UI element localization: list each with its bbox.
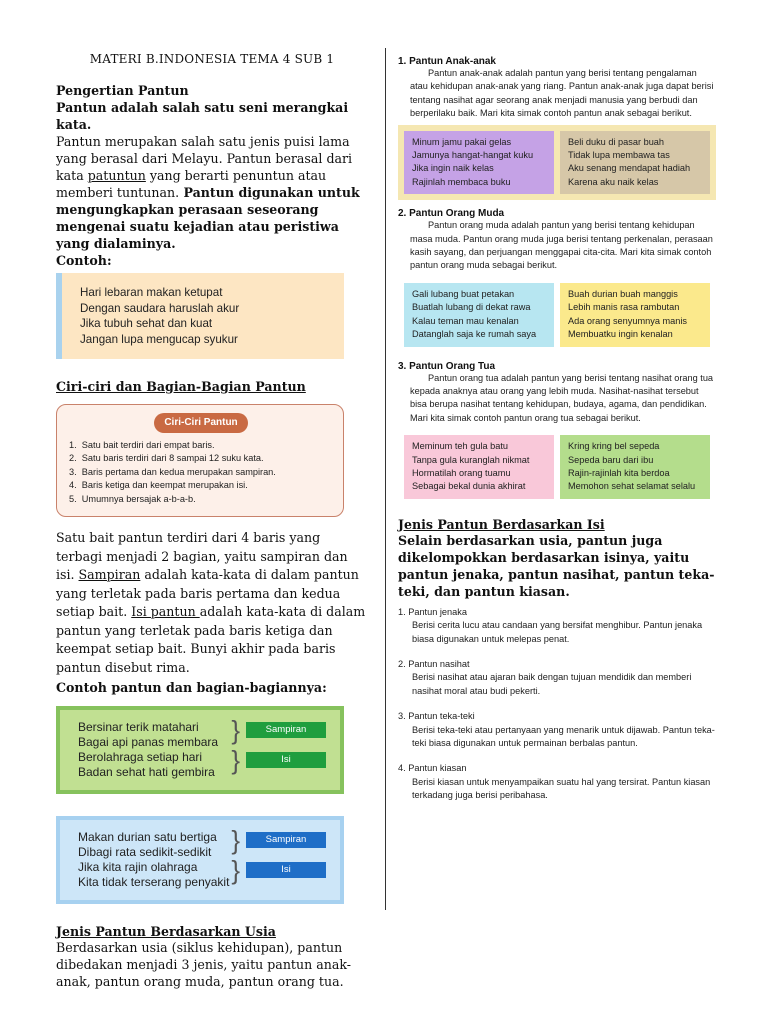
s1-poems bbox=[398, 125, 716, 201]
s1-text: Pantun anak-anak adalah pantun yang berisi tentang pengalaman atau kehidupan anak-anak yang riang. Pantun anak-anak juga dapat berisi tentang nasihat agar seorang anak menjadi manusia yang berbudi dan berperilaku baik. Mari kita simak contoh pantun anak sebagai berikut. bbox=[410, 68, 714, 119]
poem-card: Beli duku di pasar buah Tidak lupa membawa tas Aku senang mendapat hadiah Karena aku naik kelas bbox=[560, 131, 710, 195]
green-line: Badan sehat hati gembira bbox=[78, 765, 215, 779]
ciri-item: 1. Satu bait terdiri dari empat baris. bbox=[69, 439, 215, 450]
ciri-box bbox=[56, 404, 344, 517]
tag-sampiran: Sampiran bbox=[246, 832, 326, 848]
blue-line: Kita tidak terserang penyakit bbox=[78, 875, 230, 889]
brace-icon: } bbox=[231, 825, 240, 855]
poem-card: Gali lubang buat petakan Buatlah lubang di dekat rawa Kalau teman mau kenalan Datanglah saja ke rumah saya bbox=[404, 283, 554, 347]
s2-heading: 2. Pantun Orang Muda bbox=[398, 208, 505, 220]
pengertian-text-a: Pantun merupakan salah satu jenis puisi lama yang berasal dari Melayu. Pantun berasal dari kata bbox=[56, 134, 353, 183]
contoh-label: Contoh: bbox=[56, 253, 112, 268]
s3-poems bbox=[398, 429, 716, 505]
ciri-item: 2. Satu baris terdiri dari 8 sampai 12 suku kata. bbox=[69, 453, 264, 463]
contoh-line: Jika tubuh sehat dan kuat bbox=[80, 317, 213, 330]
ciri-heading: Ciri-ciri dan Bagian-Bagian Pantun bbox=[56, 379, 306, 394]
contoh-bagian-label: Contoh pantun dan bagian-bagiannya: bbox=[56, 680, 327, 695]
s3-heading: 3. Pantun Orang Tua bbox=[398, 360, 496, 372]
list-item: 1. Pantun jenaka Berisi cerita lucu atau candaan yang bersifat menghibur. Pantun jenaka biasa digunakan untuk melepas penat. bbox=[398, 606, 703, 644]
blue-line: Makan durian satu bertiga bbox=[78, 830, 217, 844]
poem-card: Kring kring bel sepeda Sepeda baru dari ibu Rajin-rajinlah kita berdoa Memohon sehat selamat selalu bbox=[560, 435, 710, 499]
ciri-item: 5. Umumnya bersajak a-b-a-b. bbox=[69, 493, 196, 504]
isi-text: Selain berdasarkan usia, pantun juga dikelompokkan berdasarkan isinya, yaitu pantun jenaka, pantun nasihat, pantun teka-teki, dan pantun kiasan. bbox=[398, 532, 715, 599]
isi-pantun-word: Isi pantun bbox=[131, 604, 200, 619]
isi-heading: Jenis Pantun Berdasarkan Isi bbox=[398, 516, 605, 532]
green-line: Berolahraga setiap hari bbox=[78, 750, 203, 764]
pengertian-heading: Pengertian Pantun bbox=[56, 83, 189, 98]
ciri-item: 3. Baris pertama dan kedua merupakan sampiran. bbox=[69, 466, 276, 477]
contoh-line: Dengan saudara haruslah akur bbox=[80, 301, 240, 315]
sampiran-word: Sampiran bbox=[78, 567, 141, 582]
tag-sampiran: Sampiran bbox=[246, 722, 326, 738]
blue-pantun-box bbox=[56, 816, 344, 904]
contoh-pantun-box bbox=[56, 273, 344, 359]
ciri-item: 4. Baris ketiga dan keempat merupakan isi. bbox=[69, 480, 248, 490]
contoh-line: Jangan lupa mengucap syukur bbox=[80, 332, 238, 346]
ciri-box-title: Ciri-Ciri Pantun bbox=[154, 413, 248, 433]
page-title: MATERI B.INDONESIA TEMA 4 SUB 1 bbox=[89, 52, 335, 66]
column-divider bbox=[385, 48, 386, 910]
list-item: 2. Pantun nasihat Berisi nasihat atau ajaran baik dengan tujuan mendidik dan memberi nasihat moral atau budi pekerti. bbox=[398, 658, 692, 696]
bait-paragraph: Satu bait pantun terdiri dari 4 baris yang terbagi menjadi 2 bagian, yaitu sampiran dan isi. Sampiran adalah kata-kata di dalam pantun yang terletak pada baris pertama dan kedua setiap bait. Isi pantun adalah kata-kata di dalam pantun yang terletak pada baris ketiga dan keempat setiap bait. Bunyi akhir pada baris pantun disebut rima. bbox=[56, 530, 366, 675]
blue-line: Jika kita rajin olahraga bbox=[78, 860, 198, 874]
pengertian-bold-text: Pantun adalah salah satu seni merangkai kata. bbox=[56, 100, 349, 132]
pengertian-paragraph bbox=[56, 133, 368, 252]
left-column bbox=[56, 52, 368, 990]
s1-heading: 1. Pantun Anak-anak bbox=[398, 56, 496, 67]
patuntun-word: patuntun bbox=[87, 168, 146, 183]
s2-poems bbox=[398, 277, 716, 353]
tag-isi: Isi bbox=[246, 862, 326, 878]
s2-text: Pantun orang muda adalah pantun yang berisi tentang kehidupan masa muda. Pantun orang muda juga berisi tentang perkenalan, perasaan kasih sayang, dan perjuangan menggapai cita-cita. Mari kita simak contoh pantun orang muda sebagai berikut. bbox=[410, 220, 713, 271]
pengertian-text-c: Pantun digunakan untuk mengungkapkan perasaan seseorang mengenai suatu kejadian atau peristiwa yang dialaminya. bbox=[56, 185, 360, 251]
poem-card: Minum jamu pakai gelas Jamunya hangat-hangat kuku Jika ingin naik kelas Rajinlah membaca buku bbox=[404, 131, 554, 195]
brace-icon: } bbox=[231, 745, 240, 775]
list-item: 4. Pantun kiasan Berisi kiasan untuk menyampaikan suatu hal yang tersirat. Pantun kiasan terkadang juga berisi peribahasa. bbox=[398, 763, 711, 801]
pengertian-text-b: yang berarti penuntun atau memberi tuntunan. bbox=[56, 168, 327, 200]
brace-icon: } bbox=[231, 715, 240, 745]
right-column bbox=[398, 56, 716, 815]
s3-text: Pantun orang tua adalah pantun yang berisi tentang nasihat orang tua kepada anaknya atau orang yang lebih muda. Nasihat-nasihat tersebut bisa berupa nasihat tentang kehidupan, budaya, agama, dan pendidikan. Mari kita simak contoh pantun orang tua sebagai berikut. bbox=[410, 372, 714, 423]
usia-text: Berdasarkan usia (siklus kehidupan), pantun dibedakan menjadi 3 jenis, yaitu pantun anak-anak, pantun orang muda, pantun orang tua. bbox=[56, 940, 352, 989]
green-pantun-box bbox=[56, 706, 344, 794]
jenis-list bbox=[398, 606, 716, 803]
tag-isi: Isi bbox=[246, 752, 326, 768]
green-line: Bagai api panas membara bbox=[78, 735, 219, 749]
contoh-line: Hari lebaran makan ketupat bbox=[80, 286, 223, 299]
poem-card: Meminum teh gula batu Tanpa gula kuranglah nikmat Hormatilah orang tuamu Sebagai bekal dunia akhirat bbox=[404, 435, 554, 499]
list-item: 3. Pantun teka-teki Berisi teka-teki atau pertanyaan yang menarik untuk dijawab. Pantun teka-teki biasa digunakan untuk permainan berbalas pantun. bbox=[398, 711, 715, 748]
blue-line: Dibagi rata sedikit-sedikit bbox=[78, 845, 212, 859]
green-line: Bersinar terik matahari bbox=[78, 720, 199, 734]
usia-heading: Jenis Pantun Berdasarkan Usia bbox=[56, 924, 276, 939]
poem-card: Buah durian buah manggis Lebih manis rasa rambutan Ada orang senyumnya manis Membuatku ingin kenalan bbox=[560, 283, 710, 347]
brace-icon: } bbox=[231, 855, 240, 885]
